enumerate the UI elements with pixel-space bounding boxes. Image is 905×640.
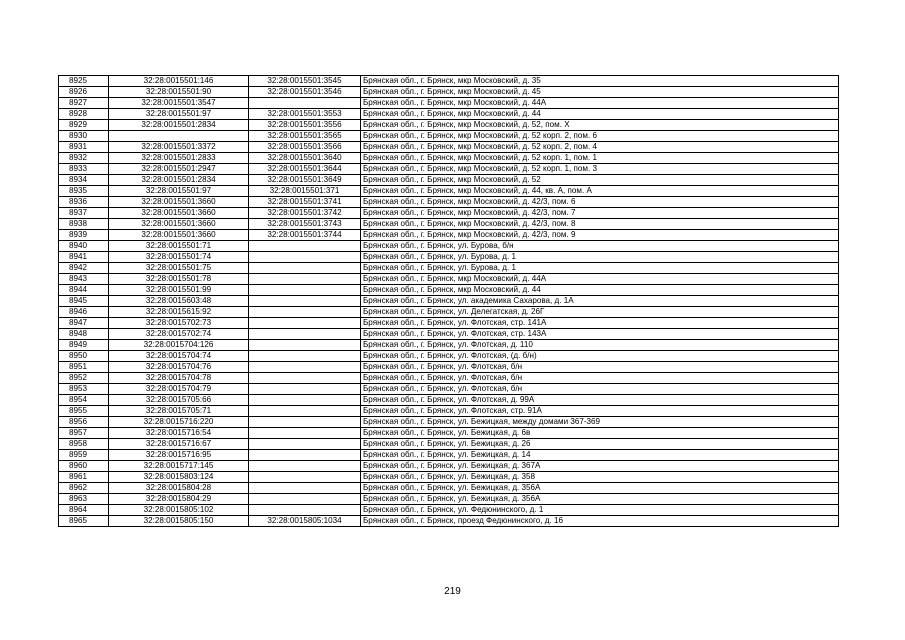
linked-cadastral-number-cell: 32:28:0015501:3565	[249, 131, 361, 142]
address-cell: Брянская обл., г. Брянск, ул. Флотская, б/н	[361, 373, 839, 384]
row-number-cell: 8953	[59, 384, 109, 395]
row-number-cell: 8942	[59, 263, 109, 274]
linked-cadastral-number-cell	[249, 428, 361, 439]
row-number-cell: 8954	[59, 395, 109, 406]
row-number-cell: 8960	[59, 461, 109, 472]
table-row	[59, 483, 839, 494]
linked-cadastral-number-cell: 32:28:0015501:3744	[249, 230, 361, 241]
cadastral-number-cell: 32:28:0015501:97	[109, 186, 249, 197]
row-number-cell: 8959	[59, 450, 109, 461]
table-row	[59, 450, 839, 461]
address-cell: Брянская обл., г. Брянск, ул. Флотская, стр. 143А	[361, 329, 839, 340]
address-cell: Брянская обл., г. Брянск, ул. Флотская, д. 110	[361, 340, 839, 351]
linked-cadastral-number-cell	[249, 395, 361, 406]
cadastral-number-cell: 32:28:0015501:2833	[109, 153, 249, 164]
row-number-cell: 8963	[59, 494, 109, 505]
linked-cadastral-number-cell	[249, 494, 361, 505]
row-number-cell: 8934	[59, 175, 109, 186]
table-row	[59, 109, 839, 120]
cadastral-number-cell: 32:28:0015804:28	[109, 483, 249, 494]
address-cell: Брянская обл., г. Брянск, мкр Московский, д. 35	[361, 76, 839, 87]
row-number-cell: 8929	[59, 120, 109, 131]
table-row	[59, 263, 839, 274]
table-row	[59, 472, 839, 483]
cadastral-number-cell: 32:28:0015704:126	[109, 340, 249, 351]
table-row	[59, 153, 839, 164]
linked-cadastral-number-cell: 32:28:0015501:3553	[249, 109, 361, 120]
row-number-cell: 8951	[59, 362, 109, 373]
linked-cadastral-number-cell	[249, 483, 361, 494]
cadastral-number-cell: 32:28:0015501:99	[109, 285, 249, 296]
address-cell: Брянская обл., г. Брянск, мкр Московский, д. 45	[361, 87, 839, 98]
linked-cadastral-number-cell	[249, 373, 361, 384]
address-cell: Брянская обл., г. Брянск, ул. академика Сахарова, д. 1А	[361, 296, 839, 307]
table-row	[59, 230, 839, 241]
address-cell: Брянская обл., г. Брянск, мкр Московский, д. 44	[361, 109, 839, 120]
linked-cadastral-number-cell: 32:28:0015501:371	[249, 186, 361, 197]
table-row	[59, 362, 839, 373]
linked-cadastral-number-cell	[249, 329, 361, 340]
cadastral-number-cell: 32:28:0015501:2834	[109, 175, 249, 186]
row-number-cell: 8936	[59, 197, 109, 208]
address-cell: Брянская обл., г. Брянск, ул. Флотская, б/н	[361, 362, 839, 373]
row-number-cell: 8933	[59, 164, 109, 175]
cadastral-number-cell: 32:28:0015704:79	[109, 384, 249, 395]
address-cell: Брянская обл., г. Брянск, мкр Московский, д. 42/3, пом. 8	[361, 219, 839, 230]
row-number-cell: 8948	[59, 329, 109, 340]
address-cell: Брянская обл., г. Брянск, мкр Московский, д. 42/3, пом. 6	[361, 197, 839, 208]
cadastral-number-cell: 32:28:0015705:71	[109, 406, 249, 417]
linked-cadastral-number-cell: 32:28:0015501:3556	[249, 120, 361, 131]
address-cell: Брянская обл., г. Брянск, ул. Бежицкая, д. 6в	[361, 428, 839, 439]
linked-cadastral-number-cell	[249, 285, 361, 296]
address-cell: Брянская обл., г. Брянск, мкр Московский, д. 52 корп. 2, пом. 6	[361, 131, 839, 142]
cadastral-number-cell: 32:28:0015501:97	[109, 109, 249, 120]
row-number-cell: 8935	[59, 186, 109, 197]
linked-cadastral-number-cell: 32:28:0015501:3640	[249, 153, 361, 164]
linked-cadastral-number-cell	[249, 263, 361, 274]
cadastral-number-cell: 32:28:0015603:48	[109, 296, 249, 307]
table-row	[59, 461, 839, 472]
linked-cadastral-number-cell	[249, 505, 361, 516]
table-row	[59, 494, 839, 505]
cadastral-number-cell: 32:28:0015501:75	[109, 263, 249, 274]
table-row	[59, 351, 839, 362]
linked-cadastral-number-cell	[249, 296, 361, 307]
cadastral-number-cell: 32:28:0015704:76	[109, 362, 249, 373]
linked-cadastral-number-cell: 32:28:0015501:3644	[249, 164, 361, 175]
address-cell: Брянская обл., г. Брянск, ул. Федюнинского, д. 1	[361, 505, 839, 516]
address-cell: Брянская обл., г. Брянск, мкр Московский, д. 44	[361, 285, 839, 296]
cadastral-number-cell: 32:28:0015716:220	[109, 417, 249, 428]
row-number-cell: 8925	[59, 76, 109, 87]
address-cell: Брянская обл., г. Брянск, ул. Бурова, д. 1	[361, 252, 839, 263]
linked-cadastral-number-cell	[249, 351, 361, 362]
row-number-cell: 8947	[59, 318, 109, 329]
row-number-cell: 8928	[59, 109, 109, 120]
address-cell: Брянская обл., г. Брянск, ул. Флотская, (д. б/н)	[361, 351, 839, 362]
row-number-cell: 8958	[59, 439, 109, 450]
table-row	[59, 87, 839, 98]
row-number-cell: 8943	[59, 274, 109, 285]
table-row	[59, 98, 839, 109]
table-row	[59, 197, 839, 208]
row-number-cell: 8930	[59, 131, 109, 142]
cadastral-number-cell: 32:28:0015717:145	[109, 461, 249, 472]
row-number-cell: 8932	[59, 153, 109, 164]
address-cell: Брянская обл., г. Брянск, мкр Московский, д. 52, пом. X	[361, 120, 839, 131]
linked-cadastral-number-cell	[249, 406, 361, 417]
cadastral-number-cell: 32:28:0015501:2947	[109, 164, 249, 175]
cadastral-number-cell: 32:28:0015804:29	[109, 494, 249, 505]
row-number-cell: 8965	[59, 516, 109, 527]
cadastral-number-cell: 32:28:0015501:3547	[109, 98, 249, 109]
table-row	[59, 318, 839, 329]
table-row	[59, 406, 839, 417]
row-number-cell: 8956	[59, 417, 109, 428]
cadastral-number-cell: 32:28:0015501:3660	[109, 219, 249, 230]
page-number: 219	[444, 586, 461, 597]
address-cell: Брянская обл., г. Брянск, мкр Московский, д. 52 корп. 2, пом. 4	[361, 142, 839, 153]
row-number-cell: 8964	[59, 505, 109, 516]
row-number-cell: 8944	[59, 285, 109, 296]
cadastral-number-cell: 32:28:0015803:124	[109, 472, 249, 483]
row-number-cell: 8926	[59, 87, 109, 98]
table-row	[59, 373, 839, 384]
row-number-cell: 8957	[59, 428, 109, 439]
linked-cadastral-number-cell: 32:28:0015501:3545	[249, 76, 361, 87]
cadastral-number-cell: 32:28:0015805:102	[109, 505, 249, 516]
table-row	[59, 329, 839, 340]
linked-cadastral-number-cell	[249, 362, 361, 373]
cadastral-number-cell: 32:28:0015704:78	[109, 373, 249, 384]
cadastral-number-cell: 32:28:0015501:3660	[109, 230, 249, 241]
cadastral-number-cell: 32:28:0015704:74	[109, 351, 249, 362]
table-row	[59, 241, 839, 252]
linked-cadastral-number-cell	[249, 450, 361, 461]
linked-cadastral-number-cell: 32:28:0015501:3741	[249, 197, 361, 208]
address-cell: Брянская обл., г. Брянск, ул. Бежицкая, д. 367А	[361, 461, 839, 472]
table-row	[59, 384, 839, 395]
cadastral-number-cell: 32:28:0015716:67	[109, 439, 249, 450]
address-cell: Брянская обл., г. Брянск, ул. Бежицкая, д. 26	[361, 439, 839, 450]
linked-cadastral-number-cell	[249, 307, 361, 318]
table-row	[59, 307, 839, 318]
row-number-cell: 8931	[59, 142, 109, 153]
linked-cadastral-number-cell: 32:28:0015501:3566	[249, 142, 361, 153]
address-cell: Брянская обл., г. Брянск, ул. Флотская, стр. 91А	[361, 406, 839, 417]
linked-cadastral-number-cell: 32:28:0015501:3742	[249, 208, 361, 219]
table-row	[59, 274, 839, 285]
address-cell: Брянская обл., г. Брянск, мкр Московский, д. 44А	[361, 274, 839, 285]
cadastral-number-cell: 32:28:0015501:3660	[109, 197, 249, 208]
cadastral-number-cell: 32:28:0015716:54	[109, 428, 249, 439]
linked-cadastral-number-cell	[249, 384, 361, 395]
address-cell: Брянская обл., г. Брянск, ул. Бежицкая, д. 356А	[361, 494, 839, 505]
property-registry-body	[59, 76, 839, 527]
address-cell: Брянская обл., г. Брянск, ул. Флотская, д. 99А	[361, 395, 839, 406]
address-cell: Брянская обл., г. Брянск, мкр Московский, д. 44А	[361, 98, 839, 109]
linked-cadastral-number-cell: 32:28:0015805:1034	[249, 516, 361, 527]
cadastral-number-cell: 32:28:0015501:146	[109, 76, 249, 87]
row-number-cell: 8950	[59, 351, 109, 362]
linked-cadastral-number-cell: 32:28:0015501:3649	[249, 175, 361, 186]
linked-cadastral-number-cell	[249, 472, 361, 483]
table-row	[59, 76, 839, 87]
address-cell: Брянская обл., г. Брянск, мкр Московский, д. 42/3, пом. 9	[361, 230, 839, 241]
cadastral-number-cell	[109, 131, 249, 142]
row-number-cell: 8955	[59, 406, 109, 417]
linked-cadastral-number-cell: 32:28:0015501:3546	[249, 87, 361, 98]
cadastral-number-cell: 32:28:0015716:95	[109, 450, 249, 461]
row-number-cell: 8949	[59, 340, 109, 351]
row-number-cell: 8938	[59, 219, 109, 230]
row-number-cell: 8939	[59, 230, 109, 241]
linked-cadastral-number-cell	[249, 318, 361, 329]
address-cell: Брянская обл., г. Брянск, ул. Бежицкая, д. 14	[361, 450, 839, 461]
address-cell: Брянская обл., г. Брянск, мкр Московский, д. 42/3, пом. 7	[361, 208, 839, 219]
table-row	[59, 439, 839, 450]
cadastral-number-cell: 32:28:0015805:150	[109, 516, 249, 527]
linked-cadastral-number-cell	[249, 340, 361, 351]
linked-cadastral-number-cell	[249, 274, 361, 285]
table-row	[59, 142, 839, 153]
address-cell: Брянская обл., г. Брянск, ул. Делегатская, д. 26Г	[361, 307, 839, 318]
table-row	[59, 428, 839, 439]
table-row	[59, 505, 839, 516]
cadastral-number-cell: 32:28:0015705:66	[109, 395, 249, 406]
row-number-cell: 8940	[59, 241, 109, 252]
cadastral-number-cell: 32:28:0015615:92	[109, 307, 249, 318]
cadastral-number-cell: 32:28:0015501:3372	[109, 142, 249, 153]
table-row	[59, 252, 839, 263]
linked-cadastral-number-cell	[249, 461, 361, 472]
table-row	[59, 296, 839, 307]
address-cell: Брянская обл., г. Брянск, мкр Московский, д. 52 корп. 1, пом. 3	[361, 164, 839, 175]
row-number-cell: 8945	[59, 296, 109, 307]
row-number-cell: 8937	[59, 208, 109, 219]
table-row	[59, 175, 839, 186]
row-number-cell: 8927	[59, 98, 109, 109]
row-number-cell: 8962	[59, 483, 109, 494]
row-number-cell: 8946	[59, 307, 109, 318]
table-row	[59, 285, 839, 296]
address-cell: Брянская обл., г. Брянск, мкр Московский, д. 52 корп. 1, пом. 1	[361, 153, 839, 164]
address-cell: Брянская обл., г. Брянск, ул. Бурова, б/н	[361, 241, 839, 252]
table-row	[59, 164, 839, 175]
address-cell: Брянская обл., г. Брянск, мкр Московский, д. 44, кв. А, пом. А	[361, 186, 839, 197]
linked-cadastral-number-cell	[249, 439, 361, 450]
address-cell: Брянская обл., г. Брянск, ул. Бежицкая, д. 358	[361, 472, 839, 483]
table-row	[59, 219, 839, 230]
cadastral-number-cell: 32:28:0015501:74	[109, 252, 249, 263]
cadastral-number-cell: 32:28:0015501:71	[109, 241, 249, 252]
row-number-cell: 8941	[59, 252, 109, 263]
table-row	[59, 120, 839, 131]
linked-cadastral-number-cell	[249, 417, 361, 428]
table-row	[59, 208, 839, 219]
table-row	[59, 131, 839, 142]
cadastral-number-cell: 32:28:0015702:73	[109, 318, 249, 329]
cadastral-number-cell: 32:28:0015501:90	[109, 87, 249, 98]
cadastral-number-cell: 32:28:0015702:74	[109, 329, 249, 340]
address-cell: Брянская обл., г. Брянск, ул. Бежицкая, д. 356А	[361, 483, 839, 494]
linked-cadastral-number-cell	[249, 98, 361, 109]
address-cell: Брянская обл., г. Брянск, мкр Московский, д. 52	[361, 175, 839, 186]
address-cell: Брянская обл., г. Брянск, ул. Флотская, б/н	[361, 384, 839, 395]
table-row	[59, 417, 839, 428]
property-registry-table	[58, 75, 839, 527]
table-row	[59, 186, 839, 197]
row-number-cell: 8961	[59, 472, 109, 483]
linked-cadastral-number-cell	[249, 252, 361, 263]
row-number-cell: 8952	[59, 373, 109, 384]
table-row	[59, 516, 839, 527]
table-row	[59, 395, 839, 406]
address-cell: Брянская обл., г. Брянск, ул. Бурова, д. 1	[361, 263, 839, 274]
linked-cadastral-number-cell: 32:28:0015501:3743	[249, 219, 361, 230]
cadastral-number-cell: 32:28:0015501:3660	[109, 208, 249, 219]
cadastral-number-cell: 32:28:0015501:2834	[109, 120, 249, 131]
address-cell: Брянская обл., г. Брянск, проезд Федюнинского, д. 16	[361, 516, 839, 527]
table-row	[59, 340, 839, 351]
address-cell: Брянская обл., г. Брянск, ул. Флотская, стр. 141А	[361, 318, 839, 329]
cadastral-number-cell: 32:28:0015501:78	[109, 274, 249, 285]
linked-cadastral-number-cell	[249, 241, 361, 252]
address-cell: Брянская обл., г. Брянск, ул. Бежицкая, между домами 367-369	[361, 417, 839, 428]
